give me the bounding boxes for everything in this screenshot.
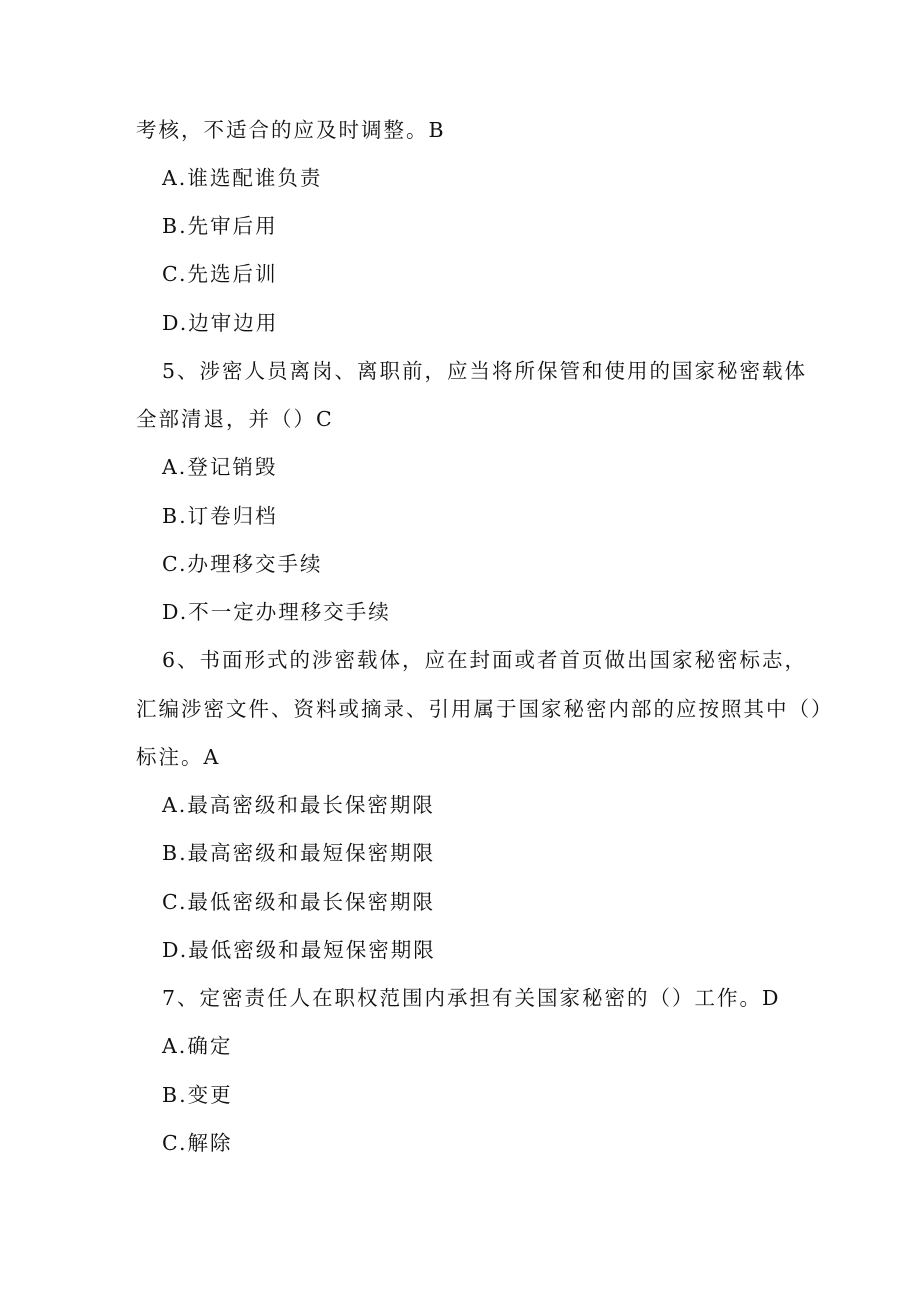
question-5-option-a: A.登记销毁	[162, 455, 278, 479]
question-6-option-c: C.最低密级和最长保密期限	[162, 890, 435, 914]
question-7-option-b: B.变更	[162, 1083, 233, 1107]
question-4-option-c: C.先选后训	[162, 262, 278, 286]
question-6-option-a: A.最高密级和最长保密期限	[162, 793, 435, 817]
question-5-option-b: B.订卷归档	[162, 504, 278, 528]
question-5-stem-line-2: 全部清退，并（）C	[136, 407, 334, 431]
question-4-stem-continuation: 考核，不适合的应及时调整。B	[136, 118, 446, 142]
question-6-stem-line-3: 标注。A	[136, 745, 221, 769]
question-4-option-b: B.先审后用	[162, 214, 278, 238]
question-7-option-c: C.解除	[162, 1131, 233, 1155]
question-6-stem-line-1: 6、书面形式的涉密载体，应在封面或者首页做出国家秘密标志，	[162, 648, 808, 672]
question-5-option-d: D.不一定办理移交手续	[162, 600, 391, 624]
question-5-stem-line-1: 5、涉密人员离岗、离职前，应当将所保管和使用的国家秘密载体	[162, 359, 808, 383]
question-6-option-d: D.最低密级和最短保密期限	[162, 938, 436, 962]
question-6-option-b: B.最高密级和最短保密期限	[162, 841, 436, 865]
question-4-option-a: A.谁选配谁负责	[162, 166, 323, 190]
question-6-stem-line-2: 汇编涉密文件、资料或摘录、引用属于国家秘密内部的应按照其中（）	[136, 697, 834, 721]
question-5-option-c: C.办理移交手续	[162, 552, 323, 576]
question-4-option-d: D.边审边用	[162, 311, 279, 335]
question-7-option-a: A.确定	[162, 1034, 233, 1058]
question-7-stem: 7、定密责任人在职权范围内承担有关国家秘密的（）工作。D	[162, 986, 781, 1010]
